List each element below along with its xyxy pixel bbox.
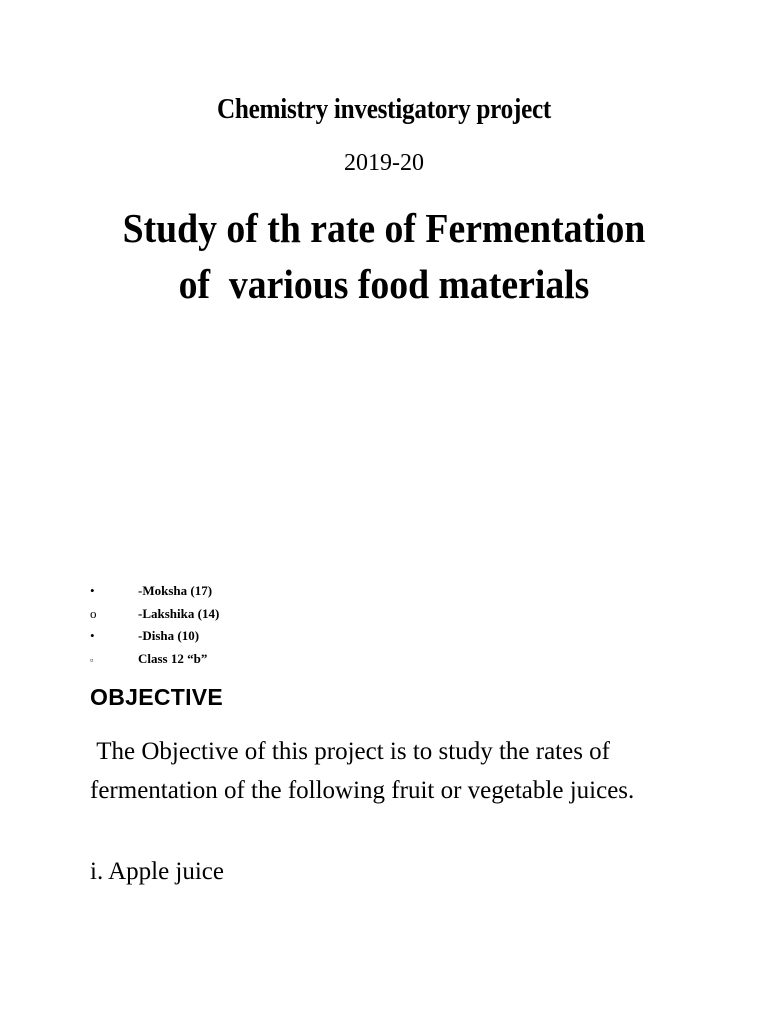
bullet-icon: • [90, 583, 95, 598]
project-year: 2019-20 [344, 150, 424, 176]
juice-item: i. Apple juice [90, 858, 224, 885]
subject-line-2: of various food materials [178, 261, 590, 307]
list-item [88, 580, 219, 603]
member-name: -Disha (10) [138, 628, 200, 643]
objective-heading: OBJECTIVE [90, 684, 224, 710]
project-title: Chemistry investigatory project [216, 94, 552, 125]
class-label: Class 12 “b” [138, 650, 208, 666]
list-item [88, 625, 219, 648]
list-item [88, 648, 219, 671]
objective-text: The Objective of this project is to study the rates of fermentation of the following fruit or vegetable juices. [90, 738, 635, 804]
member-name: -Lakshika (14) [138, 605, 220, 621]
subject-line-1: Study of th rate of Fermentation [122, 205, 646, 251]
list-item [88, 603, 219, 626]
square-bullet-icon: ▫ [90, 654, 94, 665]
members-list [88, 580, 219, 670]
bullet-icon: • [90, 628, 95, 643]
project-subject [31, 200, 738, 312]
member-name: -Moksha (17) [138, 583, 213, 598]
circle-bullet-icon: o [90, 605, 97, 621]
